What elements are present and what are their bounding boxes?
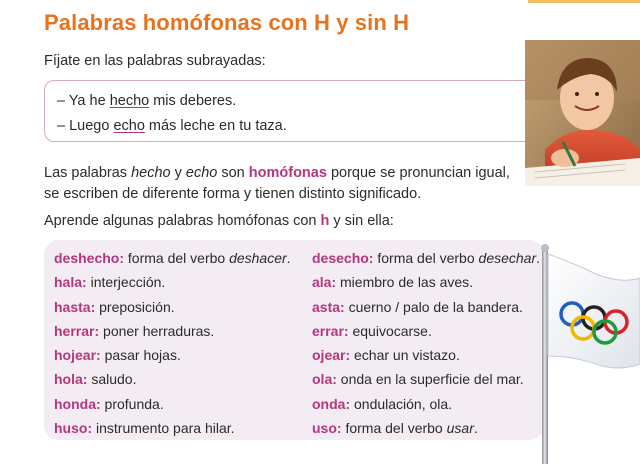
word-row [54, 299, 291, 323]
word-term: hasta: [54, 298, 96, 315]
word-definition: onda en la superficie del mar. [336, 371, 524, 388]
example-sentence-1 [57, 93, 236, 109]
word-term: desecho: [312, 250, 374, 266]
paragraph-text: Las palabras [44, 165, 132, 181]
word-row [312, 299, 540, 323]
word-definition: interjección. [86, 274, 166, 291]
word-row [312, 396, 540, 420]
underlined-word: echo [113, 118, 145, 134]
word-term: huso: [54, 420, 93, 437]
paragraph-text: y [170, 165, 186, 181]
word-definition: echar un vistazo. [350, 347, 460, 364]
paragraph-text: porque se pronuncian igual, [326, 165, 510, 181]
word-term: ola: [312, 371, 337, 388]
word-term: ojear: [312, 347, 351, 364]
word-list-box [44, 240, 544, 440]
example-box [44, 80, 536, 142]
example-text: más leche en tu taza. [144, 118, 287, 134]
word-term: onda: [312, 395, 351, 412]
word-term: hojear: [54, 347, 101, 364]
word-row [312, 347, 540, 371]
page-title: Palabras homófonas con H y sin H [44, 10, 410, 35]
word-definition: forma del verbo desechar. [373, 250, 541, 266]
example-text: – Luego [57, 118, 114, 134]
word-list-with-h [54, 250, 291, 444]
word-row [54, 396, 291, 420]
word-term: honda: [54, 395, 101, 412]
top-accent-rule [528, 0, 640, 3]
word-definition: equivocarse. [348, 322, 432, 339]
word-row [54, 323, 291, 347]
word-definition: poner herraduras. [99, 322, 215, 339]
word-term: hola: [54, 371, 88, 388]
word-row [54, 274, 291, 298]
word-definition: saludo. [87, 371, 137, 388]
word-definition: instrumento para hilar. [92, 420, 235, 437]
word-definition: preposición. [95, 298, 175, 315]
word-term: asta: [312, 298, 345, 315]
letter-h: h [320, 213, 330, 229]
word-definition: forma del verbo deshacer. [124, 250, 291, 266]
keyword-homofonas: homófonas [248, 165, 327, 181]
word-term: errar: [312, 322, 349, 339]
word-term: herrar: [54, 322, 100, 339]
word-row [312, 274, 540, 298]
example-text: mis deberes. [149, 93, 237, 109]
word-echo: echo [185, 165, 218, 181]
paragraph-text: se escriben de diferente forma y tienen distinto significado. [44, 186, 422, 202]
paragraph-text: son [217, 165, 249, 181]
boy-writing-photo [525, 40, 640, 186]
word-definition: ondulación, ola. [350, 395, 453, 412]
word-definition: forma del verbo usar. [341, 420, 478, 437]
word-row [54, 420, 291, 444]
word-term: ala: [312, 274, 337, 291]
word-row [312, 250, 540, 274]
example-sentence-2 [57, 118, 287, 134]
word-row [312, 323, 540, 347]
word-row [54, 347, 291, 371]
word-row [54, 250, 291, 274]
word-term: uso: [312, 420, 342, 437]
explanation-paragraph [44, 163, 514, 205]
example-text: – Ya he [57, 93, 110, 109]
word-definition: miembro de las aves. [336, 274, 474, 291]
instruction-text: Aprende algunas palabras homófonas con [44, 213, 321, 229]
word-term: deshecho: [54, 250, 125, 266]
word-term: hala: [54, 274, 87, 291]
word-row [312, 420, 540, 444]
olympic-flag-illustration [536, 244, 640, 464]
underlined-word: hecho [109, 93, 150, 109]
word-definition: cuerno / palo de la bandera. [344, 298, 523, 315]
word-hecho: hecho [131, 165, 171, 181]
intro-text: Fíjate en las palabras subrayadas: [44, 53, 266, 69]
word-definition: pasar hojas. [100, 347, 181, 364]
learn-instruction [44, 213, 394, 229]
instruction-text: y sin ella: [329, 213, 394, 229]
word-list-without-h [312, 250, 540, 444]
word-definition: profunda. [100, 395, 164, 412]
word-row [54, 371, 291, 395]
word-row [312, 371, 540, 395]
